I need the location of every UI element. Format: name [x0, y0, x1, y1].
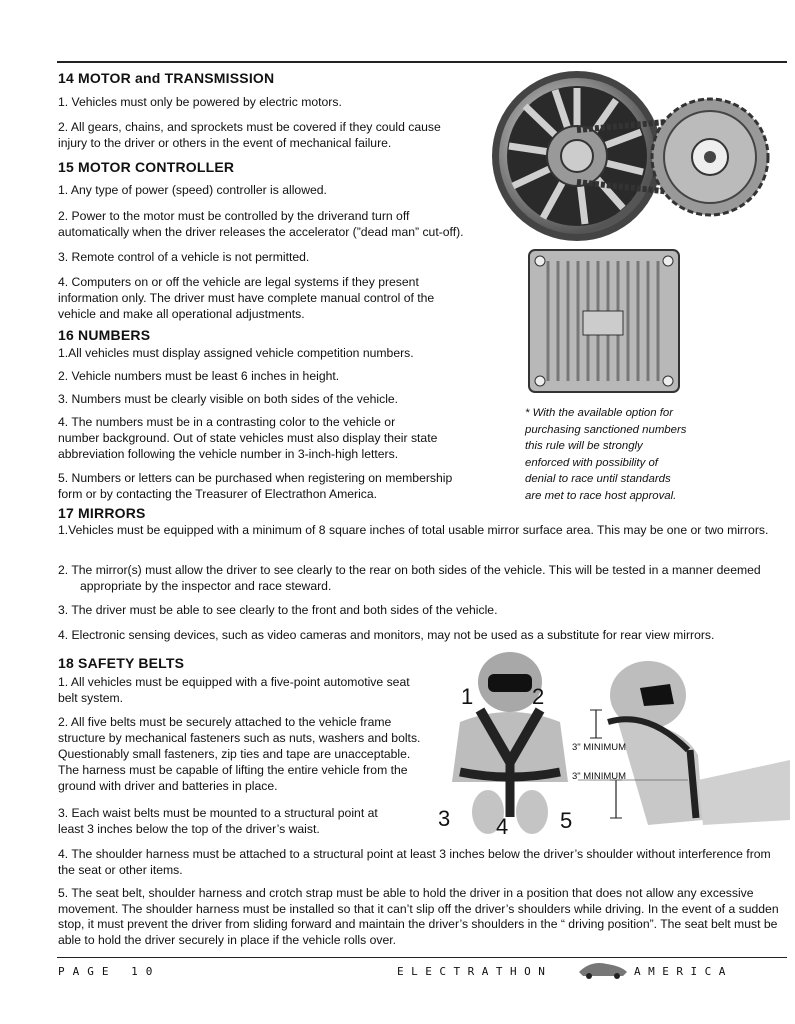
- s15-p4b: information only. The driver must have complete manual control of the: [58, 291, 435, 305]
- s16-p4b: number background. Out of state vehicles must also display their state: [58, 431, 438, 445]
- s16-p5a: 5. Numbers or letters can be purchased when registering on membership: [58, 471, 453, 485]
- s18-p1b: belt system.: [58, 691, 124, 705]
- s17-p3: 3. The driver must be able to see clearly to the front and both sides of the vehicle.: [58, 603, 498, 617]
- harness-label-2: 2: [532, 684, 545, 709]
- note-line: denial to race until standards: [525, 473, 671, 485]
- controller-illustration: [528, 249, 680, 393]
- s18-p5: 5. The seat belt, shoulder harness and crotch strap must be able to hold the driver in a position that does not allow any excessive movement. The shoulder harness must be installed so that it can’t slip off the driver’s shoulders while driving. In the event of a sudden stop, it must prevent the driver from sliding forward and maintain the driver’s shoulders in the “ driving position”. The seat belt must be able to hold the driver securely in place if the vehicle rolls over.: [58, 886, 779, 947]
- s16-p4a: 4. The numbers must be in a contrasting color to the vehicle or: [58, 415, 396, 429]
- harness-label-5: 5: [560, 808, 573, 833]
- s16-p3: 3. Numbers must be clearly visible on both sides of the vehicle.: [58, 392, 399, 406]
- note-line: purchasing sanctioned numbers: [525, 423, 687, 436]
- s17-p4: 4. Electronic sensing devices, such as video cameras and monitors, may not be used as a substitute for rear view mirrors.: [58, 628, 715, 642]
- section-18-heading: 18 SAFETY BELTS: [58, 655, 185, 671]
- s17-p2: 2. The mirror(s) must allow the driver to see clearly to the rear on both sides of the vehicle. This will be tested in a manner deemed appropriate by the inspector and race steward.: [58, 563, 761, 593]
- s15-p2b: automatically when the driver releases the accelerator (”dead man” cut-off).: [58, 225, 464, 239]
- harness-label-4: 4: [496, 814, 509, 839]
- s14-p2a: 2. All gears, chains, and sprockets must be covered if they could cause: [58, 120, 441, 134]
- harness-label-1: 1: [461, 684, 474, 709]
- numbers-note: [525, 405, 715, 504]
- page-number: PAGE 10: [58, 965, 161, 978]
- electrathon-logo-icon: [577, 958, 629, 980]
- section-16-heading: 16 NUMBERS: [58, 327, 151, 343]
- footer-brand-left: ELECTRATHON: [397, 965, 553, 978]
- s18-p2c: Questionably small fasteners, zip ties and tape are unacceptable.: [58, 747, 411, 761]
- s14-p1: 1. Vehicles must only be powered by electric motors.: [58, 95, 342, 109]
- s18-p4: 4. The shoulder harness must be attached to a structural point at least 3 inches below the driver’s shoulder without interference from the seat or other items.: [58, 847, 771, 877]
- s18-p2d: The harness must be capable of lifting the entire vehicle from the: [58, 763, 408, 777]
- s18-p2e: ground with driver and batteries in place.: [58, 779, 278, 793]
- s14-p2b: injury to the driver or others in the event of mechanical failure.: [58, 136, 392, 150]
- dimension-label-waist: 3" MINIMUM: [572, 771, 627, 782]
- section-15-heading: 15 MOTOR CONTROLLER: [58, 159, 235, 175]
- s18-p2a: 2. All five belts must be securely attached to the vehicle frame: [58, 715, 392, 729]
- s18-p3a: 3. Each waist belts must be mounted to a structural point at: [58, 806, 378, 820]
- dimension-label-shoulder: 3" MINIMUM: [572, 742, 627, 753]
- s18-p1a: 1. All vehicles must be equipped with a five-point automotive seat: [58, 675, 410, 689]
- note-line: enforced with possibility of: [525, 456, 658, 469]
- s16-p2: 2. Vehicle numbers must be least 6 inches in height.: [58, 369, 340, 383]
- note-line: * With the available option for: [525, 407, 674, 419]
- s15-p4a: 4. Computers on or off the vehicle are legal systems if they present: [58, 275, 419, 289]
- s15-p2a: 2. Power to the motor must be controlled by the driverand turn off: [58, 209, 410, 223]
- s16-p1: 1.All vehicles must display assigned vehicle competition numbers.: [58, 346, 414, 360]
- s15-p3: 3. Remote control of a vehicle is not permitted.: [58, 250, 310, 264]
- note-line: this rule will be strongly: [525, 440, 643, 452]
- s17-p1: 1.Vehicles must be equipped with a minimum of 8 square inches of total usable mirror surface area. This may be one or two mirrors.: [58, 523, 769, 537]
- motor-sprocket-illustration: [485, 68, 785, 248]
- s15-p4c: vehicle and make all operational adjustments.: [58, 307, 305, 321]
- s16-p4c: abbreviation following the vehicle number in 3-inch-high letters.: [58, 447, 399, 461]
- top-rule: [57, 61, 787, 63]
- footer-brand-right: AMERICA: [634, 965, 733, 978]
- note-line: are met to race host approval.: [525, 489, 677, 502]
- s15-p1: 1. Any type of power (speed) controller is allowed.: [58, 183, 327, 197]
- section-14-heading: 14 MOTOR and TRANSMISSION: [58, 70, 275, 86]
- bottom-rule: [57, 957, 787, 958]
- s18-p3b: least 3 inches below the top of the driver’s waist.: [58, 822, 320, 836]
- s16-p5b: form or by contacting the Treasurer of Electrathon America.: [58, 487, 378, 501]
- s18-p2b: structure by mechanical fasteners such as nuts, washers and bolts.: [58, 731, 421, 745]
- harness-label-3: 3: [438, 806, 451, 831]
- section-17-heading: 17 MIRRORS: [58, 505, 146, 521]
